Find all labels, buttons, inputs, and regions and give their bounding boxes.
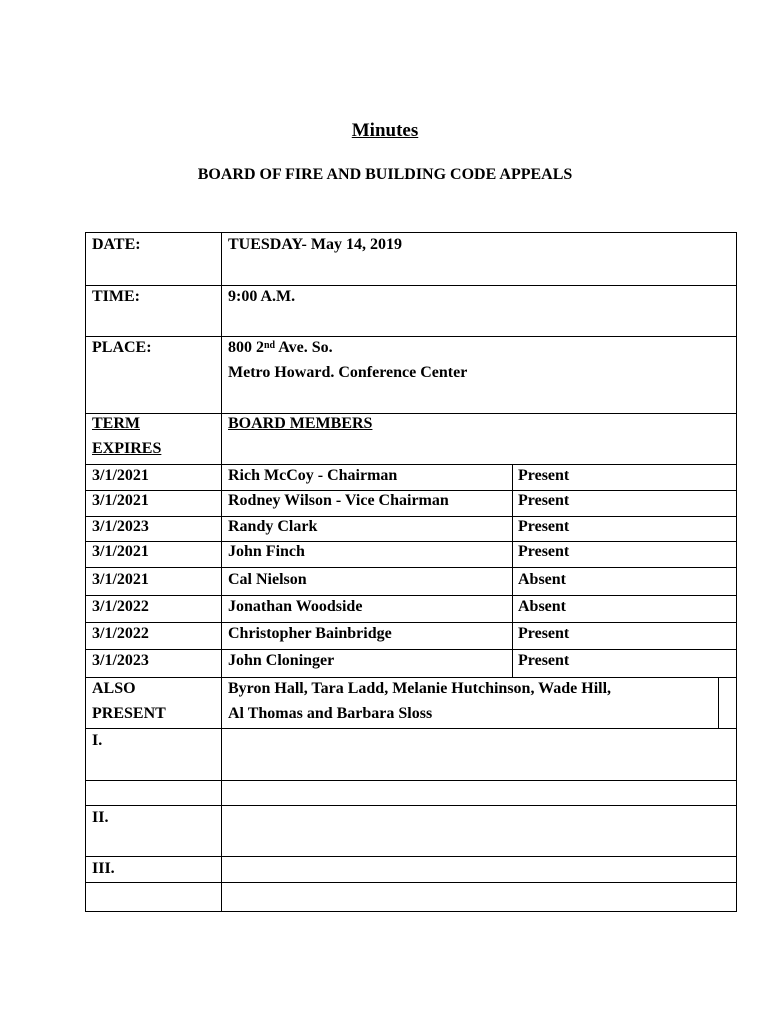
member-status: Present — [518, 543, 570, 560]
member-term: 3/1/2021 — [92, 467, 149, 484]
member-term: 3/1/2022 — [92, 625, 149, 642]
member-term: 3/1/2023 — [92, 518, 149, 535]
also-present-names-line1: Byron Hall, Tara Ladd, Melanie Hutchinson, Wade Hill, — [228, 680, 612, 697]
time-label: TIME: — [92, 288, 140, 305]
section-i-label: I. — [92, 732, 103, 749]
section-iii-label: III. — [92, 860, 115, 877]
member-name: Cal Nielson — [228, 571, 307, 588]
member-name: Randy Clark — [228, 518, 318, 535]
member-name: Jonathan Woodside — [228, 598, 363, 615]
also-present-label-line2: PRESENT — [92, 705, 166, 722]
place-label: PLACE: — [92, 339, 152, 356]
member-term: 3/1/2022 — [92, 598, 149, 615]
member-status: Present — [518, 518, 570, 535]
also-present-label-line1: ALSO — [92, 680, 136, 697]
member-name: John Cloninger — [228, 652, 335, 669]
term-header-line1: TERM — [92, 415, 140, 432]
date-value: TUESDAY- May 14, 2019 — [228, 236, 402, 253]
member-term: 3/1/2021 — [92, 543, 149, 560]
member-name: Christopher Bainbridge — [228, 625, 392, 642]
time-value: 9:00 A.M. — [228, 288, 296, 305]
member-name: Rodney Wilson - Vice Chairman — [228, 492, 449, 509]
document-subtitle: BOARD OF FIRE AND BUILDING CODE APPEALS — [197, 166, 573, 183]
member-status: Present — [518, 625, 570, 642]
member-term: 3/1/2021 — [92, 492, 149, 509]
term-header-line2: EXPIRES — [92, 440, 162, 457]
member-status: Present — [518, 467, 570, 484]
document-title: Minutes — [351, 120, 419, 141]
member-status: Absent — [518, 598, 567, 615]
member-status: Absent — [518, 571, 567, 588]
member-term: 3/1/2023 — [92, 652, 149, 669]
member-name: John Finch — [228, 543, 305, 560]
board-members-header: BOARD MEMBERS — [228, 415, 373, 432]
date-label: DATE: — [92, 236, 141, 253]
member-status: Present — [518, 652, 570, 669]
member-status: Present — [518, 492, 570, 509]
member-name: Rich McCoy - Chairman — [228, 467, 398, 484]
place-address: 800 2nd Ave. So. — [228, 339, 333, 356]
member-term: 3/1/2021 — [92, 571, 149, 588]
section-ii-label: II. — [92, 809, 109, 826]
place-venue: Metro Howard. Conference Center — [228, 364, 468, 381]
also-present-names-line2: Al Thomas and Barbara Sloss — [228, 705, 433, 722]
minutes-table — [85, 232, 737, 912]
